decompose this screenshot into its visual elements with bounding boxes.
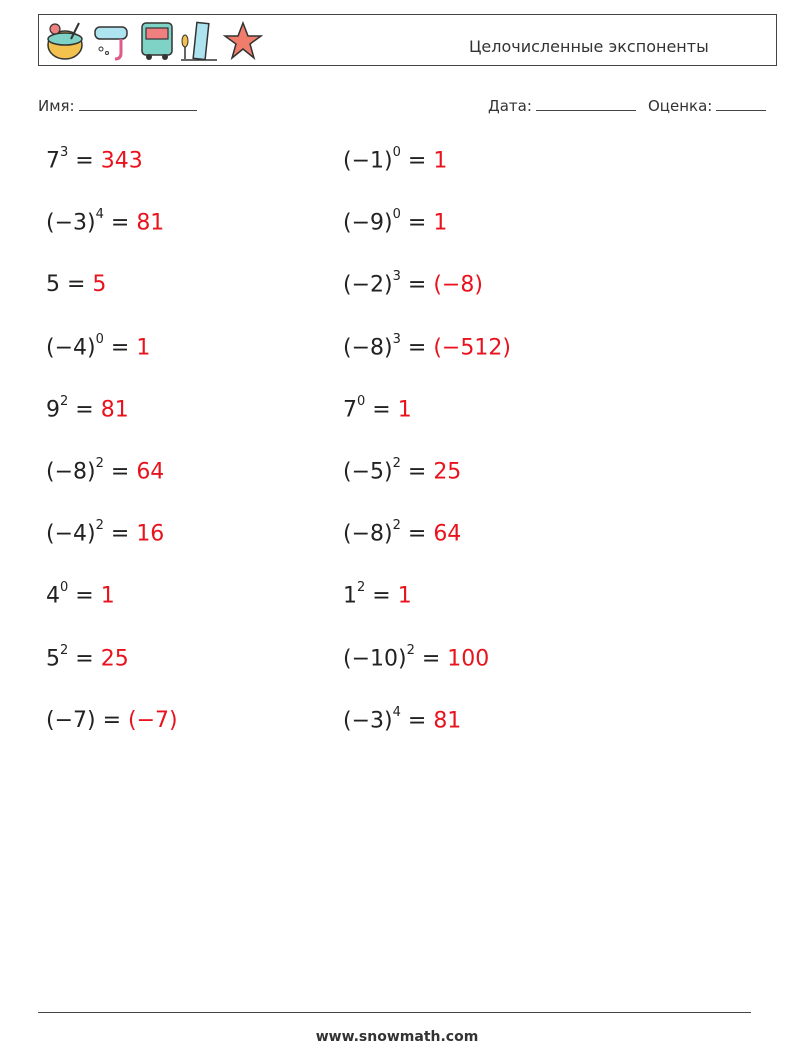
- problem-answer: 64: [136, 459, 165, 485]
- problem-exponent: 3: [392, 269, 401, 285]
- name-label: Имя:: [38, 97, 75, 115]
- problem-exponent: 3: [60, 145, 69, 160]
- problem-answer: 25: [433, 459, 462, 485]
- problem-item: [343, 704, 462, 734]
- equals-sign: =: [400, 459, 434, 485]
- equals-sign: =: [365, 583, 398, 609]
- score-blank[interactable]: [716, 94, 766, 111]
- name-blank[interactable]: [79, 94, 197, 111]
- problem-item: [46, 393, 129, 423]
- problem-answer: 81: [433, 708, 462, 734]
- equals-sign: =: [400, 521, 434, 547]
- problem-base: (−3): [46, 210, 96, 236]
- problem-item: [46, 272, 106, 297]
- coconut-drink-icon: [45, 19, 87, 63]
- equals-sign: =: [68, 645, 101, 671]
- problem-exponent: 2: [60, 642, 69, 658]
- problem-exponent: 0: [60, 580, 69, 596]
- problem-item: [46, 642, 129, 671]
- equals-sign: =: [95, 707, 129, 733]
- problem-exponent: 0: [357, 393, 366, 409]
- problem-base: 7: [46, 148, 60, 174]
- problem-answer: 81: [100, 397, 129, 423]
- problem-answer: (−512): [433, 334, 511, 360]
- problem-exponent: 2: [95, 518, 104, 534]
- problem-base: (−5): [343, 459, 393, 485]
- problem-item: [46, 207, 165, 236]
- problem-exponent: 2: [357, 580, 366, 596]
- equals-sign: =: [365, 397, 398, 423]
- equals-sign: =: [103, 334, 137, 360]
- score-field[interactable]: [648, 94, 766, 115]
- problem-base: (−9): [343, 210, 393, 236]
- problem-answer: 16: [136, 521, 165, 547]
- problem-item: [46, 331, 151, 360]
- problem-answer: 1: [433, 210, 448, 236]
- problem-item: [46, 580, 115, 609]
- leaning-tower-icon: [179, 19, 219, 63]
- equals-sign: =: [103, 210, 137, 236]
- problem-base: 1: [343, 583, 357, 609]
- worksheet-title: Целочисленные экспоненты: [469, 37, 709, 56]
- problem-base: 9: [46, 397, 60, 423]
- problem-answer: (−7): [128, 707, 178, 733]
- date-blank[interactable]: [536, 94, 636, 111]
- problem-item: [46, 456, 165, 485]
- problem-base: 5: [46, 645, 60, 671]
- bus-icon: [139, 19, 175, 63]
- problem-base: 7: [343, 397, 357, 423]
- problem-item: [343, 580, 412, 609]
- problem-answer: 81: [136, 210, 165, 236]
- equals-sign: =: [400, 148, 434, 174]
- problem-exponent: 0: [392, 207, 401, 223]
- snorkel-mask-icon: [91, 19, 135, 63]
- problem-answer: 343: [100, 148, 143, 174]
- equals-sign: =: [103, 459, 137, 485]
- problem-base: (−3): [343, 708, 393, 734]
- equals-sign: =: [414, 645, 448, 671]
- date-field[interactable]: [488, 94, 636, 115]
- problem-answer: 25: [100, 645, 129, 671]
- problem-base: (−8): [343, 334, 393, 360]
- equals-sign: =: [400, 272, 434, 298]
- problem-exponent: 3: [392, 331, 401, 347]
- footer-divider: [38, 1012, 751, 1013]
- problem-exponent: 2: [392, 518, 401, 534]
- equals-sign: =: [68, 583, 101, 609]
- problem-item: [343, 393, 412, 423]
- worksheet-header: [38, 14, 777, 66]
- header-icons: [45, 19, 263, 63]
- problem-exponent: 2: [392, 456, 401, 471]
- problem-item: [343, 145, 448, 174]
- problem-base: (−4): [46, 334, 96, 360]
- problem-answer: 1: [433, 148, 448, 174]
- problem-base: (−8): [46, 459, 96, 485]
- name-field[interactable]: [38, 94, 197, 115]
- score-label: Оценка:: [648, 97, 713, 115]
- problem-base: (−2): [343, 272, 393, 298]
- equals-sign: =: [400, 210, 434, 236]
- problem-base: (−8): [343, 521, 393, 547]
- problem-answer: 1: [397, 397, 412, 423]
- problem-item: [343, 456, 462, 485]
- problem-answer: 1: [100, 583, 115, 609]
- problem-item: [46, 145, 143, 174]
- problem-item: [343, 518, 462, 547]
- equals-sign: =: [400, 334, 434, 360]
- problem-base: (−1): [343, 148, 393, 174]
- problem-exponent: 4: [392, 704, 401, 720]
- problem-exponent: 2: [95, 456, 104, 471]
- problem-answer: 1: [136, 334, 151, 360]
- problem-base: (−4): [46, 521, 96, 547]
- problem-item: [46, 708, 178, 733]
- problem-answer: (−8): [433, 272, 483, 298]
- equals-sign: =: [68, 397, 101, 423]
- footer-url[interactable]: www.snowmath.com: [315, 1029, 479, 1045]
- problem-item: [46, 518, 165, 547]
- problem-answer: 1: [397, 583, 412, 609]
- starfish-icon: [223, 19, 263, 63]
- equals-sign: =: [103, 521, 137, 547]
- problem-base: 5: [46, 272, 60, 298]
- problem-base: (−10): [343, 645, 407, 671]
- problem-exponent: 2: [406, 642, 415, 658]
- problem-answer: 64: [433, 521, 462, 547]
- equals-sign: =: [68, 148, 101, 174]
- problem-exponent: 0: [95, 331, 104, 347]
- date-label: Дата:: [488, 97, 532, 115]
- problem-answer: 5: [92, 272, 107, 298]
- problem-item: [343, 642, 490, 671]
- problem-item: [343, 207, 448, 236]
- problem-answer: 100: [447, 645, 490, 671]
- problem-exponent: 2: [60, 393, 69, 409]
- problem-base: (−7): [46, 707, 96, 733]
- problem-exponent: 0: [392, 145, 401, 160]
- problem-base: 4: [46, 583, 60, 609]
- equals-sign: =: [400, 708, 434, 734]
- problem-exponent: 4: [95, 207, 104, 223]
- problem-item: [343, 331, 511, 360]
- equals-sign: =: [60, 272, 93, 298]
- problem-item: [343, 269, 483, 298]
